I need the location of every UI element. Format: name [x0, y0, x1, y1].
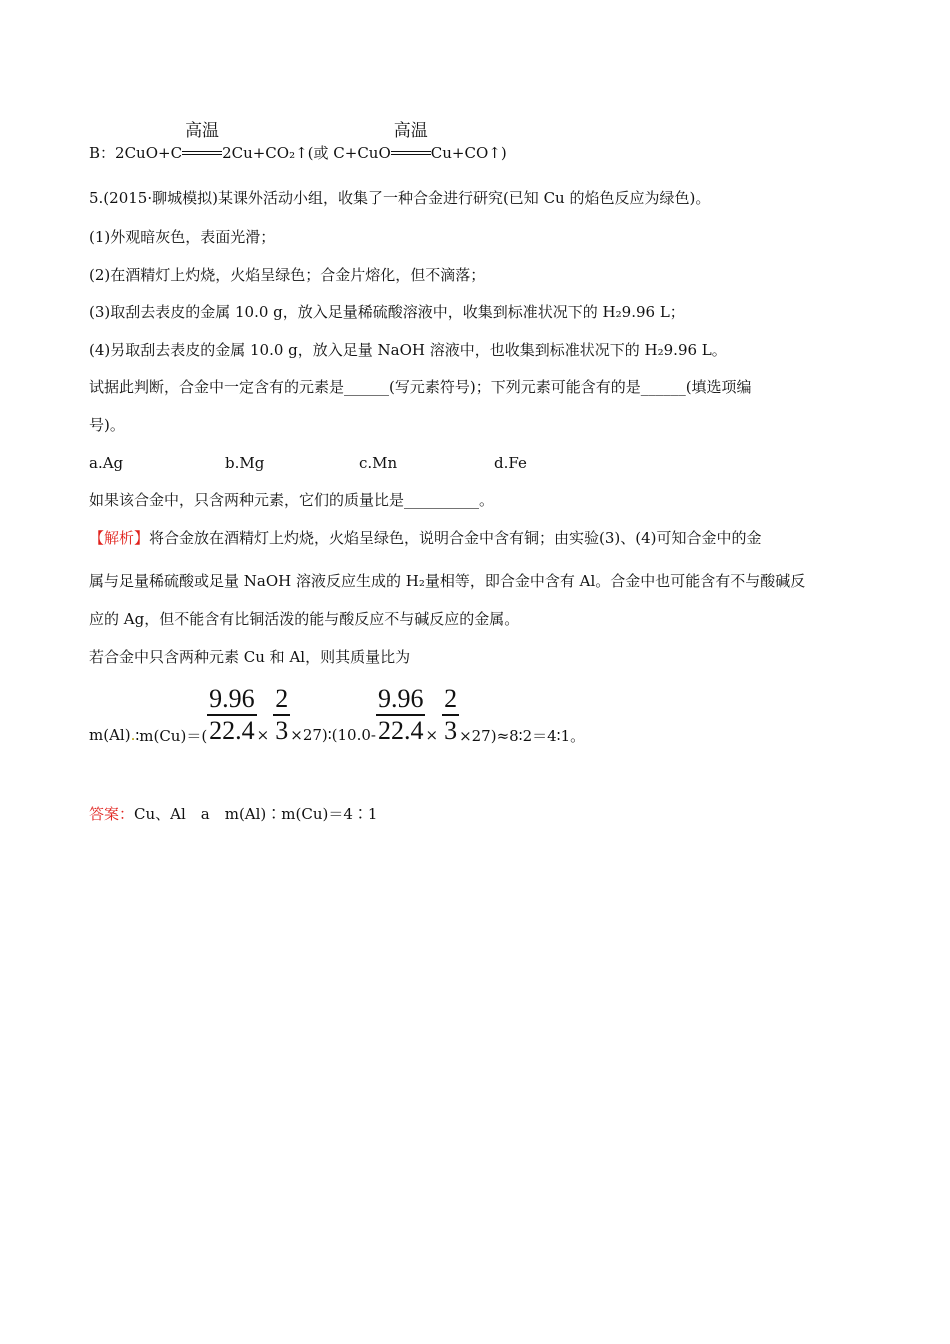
question-ask-2: 如果该合金中，只含两种元素，它们的质量比是__________。: [89, 491, 495, 509]
times-sign: ×: [256, 726, 270, 744]
fraction-2: [273, 684, 290, 746]
formula-lhs: m(Al): [89, 726, 131, 744]
question-step-4: (4)另取刮去表皮的金属 10.0 g，放入足量 NaOH 溶液中，也收集到标准状况下的 H₂9.96 L。: [89, 341, 727, 359]
question-ask-1-cont: 号)。: [89, 416, 125, 434]
analysis-para-2: 属与足量稀硫酸或足量 NaOH 溶液反应生成的 H₂量相等，即合金中含有 Al。合金中也可能含有不与酸碱反: [89, 572, 806, 590]
reaction-condition-1: [182, 121, 222, 163]
condition-label: 高温: [393, 121, 428, 141]
options-row: [89, 453, 527, 473]
formula-end: ×27)≈8∶2＝4∶1。: [459, 726, 586, 745]
formula-part-2: ×27)∶(10.0-: [290, 726, 376, 744]
condition-label: 高温: [185, 121, 220, 141]
question-stem: 5.(2015·聊城模拟)某课外活动小组，收集了一种合金进行研究(已知 Cu 的焰色反应为绿色)。: [89, 189, 711, 207]
analysis-para-1: [89, 528, 762, 548]
option-b: b.Mg: [225, 454, 265, 472]
option-d: d.Fe: [494, 454, 527, 472]
eq-prefix: B：2CuO+C: [89, 144, 183, 162]
question-step-2: (2)在酒精灯上灼烧，火焰呈绿色；合金片熔化，但不滴落；: [89, 266, 486, 284]
analysis-tag: 【解析】: [89, 529, 150, 547]
option-c: c.Mn: [359, 454, 398, 472]
fraction-1-numerator: 9.96: [209, 684, 255, 713]
fraction-3: [376, 684, 426, 746]
question-ask-1: 试据此判断，合金中一定含有的元素是______(写元素符号)；下列元素可能含有的是______(填选项编: [89, 378, 752, 396]
question-step-1: (1)外观暗灰色，表面光滑；: [89, 228, 276, 246]
eq-suffix: Cu+CO↑): [430, 144, 507, 162]
eq-middle: 2Cu+CO₂↑(或 C+CuO: [222, 144, 391, 162]
equation-line-b: [89, 121, 507, 163]
formula-part-1: ∶m(Cu)＝(: [135, 726, 208, 745]
fraction-3-numerator: 9.96: [377, 684, 424, 713]
analysis-para-3: 应的 Ag，但不能含有比铜活泼的能与酸反应不与碱反应的金属。: [89, 610, 520, 628]
fraction-1-denominator: 22.4: [209, 716, 255, 745]
question-step-3: (3)取刮去表皮的金属 10.0 g，放入足量稀硫酸溶液中，收集到标准状况下的 H₂9.96 L；: [89, 303, 685, 321]
fraction-3-denominator: 22.4: [377, 716, 424, 745]
analysis-text-1: 将合金放在酒精灯上灼烧，火焰呈绿色，说明合金中含有铜；由实验(3)、(4)可知合金中的金: [149, 529, 762, 547]
fraction-2-numerator: 2: [275, 684, 289, 713]
times-sign: ×: [425, 726, 439, 744]
option-a: a.Ag: [89, 454, 124, 472]
fraction-1: [207, 684, 257, 746]
answer-label: 答案：: [89, 805, 135, 823]
mass-ratio-formula: m(Al).∶m(Cu)＝( $\frac{9.96}{22.4}$ × $\frac{2}{3}$ ×27)∶(10.0- $\frac{9.96}{22.4}$ × $\frac{2}{3}$ ×27)≈8∶2＝4∶1。: [89, 684, 586, 745]
reaction-condition-2: [391, 121, 431, 163]
answer-text: Cu、Al a m(Al)∶m(Cu)＝4∶1: [134, 805, 378, 823]
fraction-2-denominator: 3: [275, 716, 289, 745]
analysis-para-4: 若合金中只含两种元素 Cu 和 Al，则其质量比为: [89, 648, 411, 666]
fraction-4: [442, 684, 459, 746]
fraction-4-denominator: 3: [444, 716, 458, 745]
fraction-4-numerator: 2: [444, 684, 458, 713]
answer-line: [89, 804, 377, 824]
